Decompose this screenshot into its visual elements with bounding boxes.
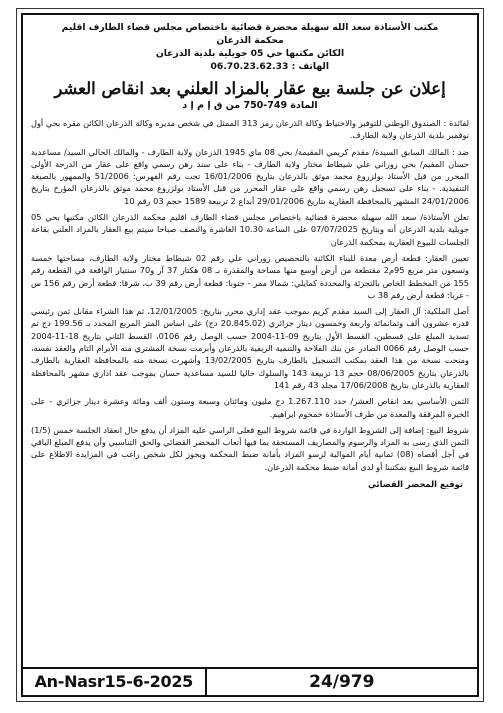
paragraph-notice: تعلن الأستاذة/ سعد الله سهيلة محضرة قضائية باختصاص مجلس قضاء الطارف اقليم محكمة الذرعان الكائن مكتبها بحي 05 جويلية بلدية الذرعان أنه وبتاريخ 07/07/2025 على الساعة 10.30 العاشرة والنصف صباحا سيتم بيع العقار بالمزاد العلني بقاعة الجلسات للبيوع العقارية بمحكمة الذرعان	[31, 212, 469, 247]
publication-reference: An-Nasr15-6-2025	[23, 669, 207, 695]
announcement-content	[23, 15, 477, 489]
bailiff-header	[31, 21, 469, 73]
header-court-line: محكمة الذرعان	[216, 35, 284, 46]
bailiff-signature: توقيع المحضر القضائي	[367, 479, 463, 490]
header-phone-line: الهاتف : 06.70.23.62.33	[210, 61, 329, 72]
paragraph-ownership: أصل الملكية: آل العقار إلى السيد مقدم كريم بموجب عقد إداري محرر بتاريخ: 12/01/2005، ثم هذا الشراء مقابل ثمن رئيسي قدره عشرون ألف وثمانمائة واربعة وخمسون دينار جزائري (20.845.02 دج) على اساس المتر المربع المحدد بـ 199.56 دج تم تسديد المبلغ على قسطين، القسط الأول بتاريخ 09-11-2004 حسب الوصل رقم 0106، القسط الثاني بتاريخ 18-11-2004 حسب الوصل رقم 0066 الصادر عن بنك الفلاحة والتنمية الريفية بالذرعان وأبرمت نسخة المشتري منه الأبرام التام والعقد نفسه، ومنحت نسخة من هذا العقد بمكتب التسجيل بالطارف بتاريخ 13/02/2005 وأشهرت نسخة منه بالمحافظة العقارية بالطارف بالذرعان بتاريخ 08/06/2005 حجم 13 تربيعة 143 والسلوك حاليا للسيد مساعدية حسان بموجب عقد اداري مشهر بالمحافظة العقارية بالذرعان بتاريخ 17/06/2008 مجلد 43 رقم 141	[31, 306, 470, 390]
publication-footer	[23, 667, 477, 695]
header-address-line: الكائن مكتبها حي 05 جويلية بلدية الذرعان	[155, 48, 345, 59]
paragraph-price: الثمن الأساسي بعد انقاص العشر/ حدد 1.267.110 دج مليون ومائتان وسبعة وستون ألف ومائة وعشرة دينار جزائري - على الخبرة المرفقة والمعدة من طرف الأستاذة خمخوم ابراهيم.	[31, 396, 469, 419]
legal-articles: المادة 749-750 من ق إ م إ د	[182, 100, 318, 111]
announcement-number: 24/979	[309, 672, 375, 692]
paragraph-against: ضد : المالك السابق السيدة/ مقدم كريمي المقيمة/ بحي 08 ماي 1945 الذرعان ولاية الطارف - والمالك الحالي السيد/ مساعدية حسان المقيم/ بحي زوراني علي شيطاط مختار ولاية الطارف - بناء على سند رهن رسمي واقع على عقار من الدرجة الأولى المحرر من قبل الأستاذ بولزروع محمد موثق بالذرعان بتاريخ 16/01/2006 تحت رقم الفهرس: 51/2006 والممهور بالصيغة التنفيذية. - بناء على تسجيل رهن رسمي واقع على عقار المحرر من قبل الأستاذ بولزروع محمد موثق بالذرعان المؤرخ بتاريخ 24/01/2006 المشهر بالمحافظة العقارية بتاريخ 29/01/2006 أبداع 2 تربيعة 1589 حجم 03 رقم 10	[31, 146, 469, 206]
paragraph-property: تعيين العقار: قطعة أرض معدة للبناء الكائنة بالتحصيص زوراني علي رقم 02 شيطاط مختار ولاية الطارف، مساحتها خمسة وتسعون متر مربع 95م2 مقتطعة من أرض أوسع منها مساحة والمقدرة بـ 08 هكتار 37 آر و70 سنتيار الواقعة في القطعة رقم 155 من المخطط الخاص بالتجزئة والمحددة كمايلي: شمالا ممر - جنوبا: قطعة أرض رقم 39 ب، شرقا: قطعة أرض رقم 156 س - غربا: قطعة أرض رقم 38 ب	[31, 252, 469, 300]
header-office-line: مكتب الأستاذة سعد الله سهيلة محضرة قضائية باختصاص مجلس قضاء الطارف اقليم	[61, 22, 439, 33]
announcement-body	[31, 117, 469, 473]
announcement-page	[16, 8, 484, 702]
paragraph-beneficiary: لفائدة : الصندوق الوطني للتوفير والاحتياط وكالة الذرعان رمز 313 الممثل في شخص مديره وكالة الذرعان الكائن مقره بحي أول نوفمبر بلدية الذرعان ولاية الطارف.	[31, 118, 469, 141]
announcement-frame	[21, 13, 479, 697]
paragraph-conditions: شروط البيع: إضافة إلى الشروط الواردة في قائمة شروط البيع فعلى الراسي عليه المزاد أن يدفع حال انعقاد الجلسة خمس (1/5) الثمن الذي رسى به المزاد والرسوم والمصاريف المستحقة بما فيها أتعاب المحضر القضائي والحق التناسبي وأن يدفع المبلغ الباقي في أجل أقصاه (08) ثمانية أيام الموالية لرسو المزاد بأمانة ضبط المحكمة ويجوز لكل شخص راغب في المزايدة الاطلاع على قائمة شروط البيع بمكتبنا أو لدى أمانة ضبط محكمة الذرعان.	[31, 424, 469, 472]
announcement-title: إعلان عن جلسة بيع عقار بالمزاد العلني بعد انقاص العشر	[54, 79, 446, 98]
